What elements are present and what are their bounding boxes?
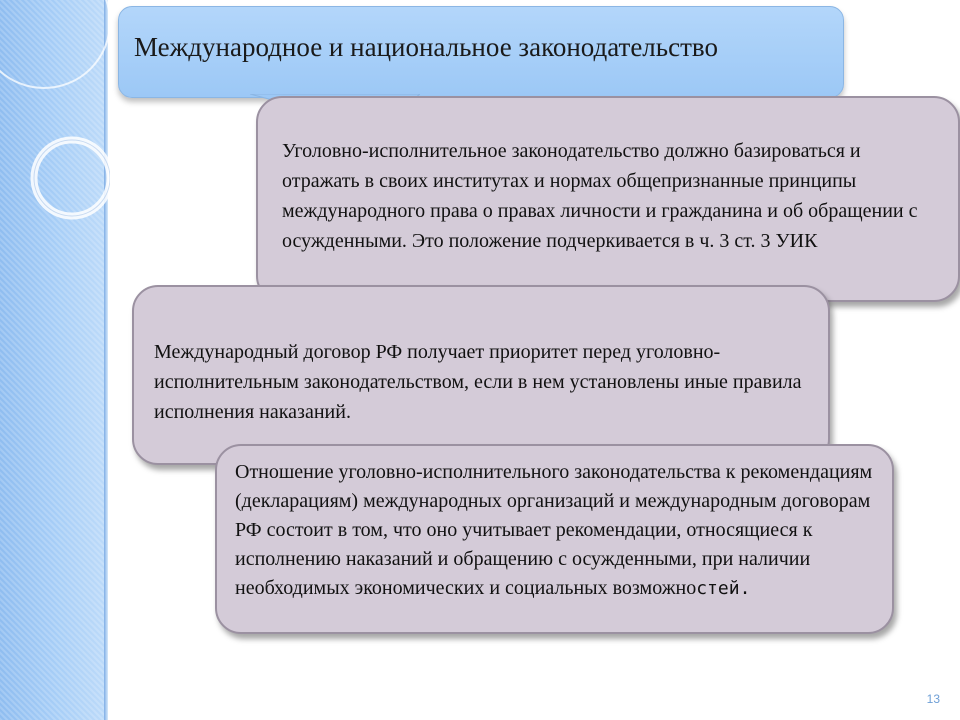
card-1-text: Уголовно-исполнительное законодательство должно базироваться и отражать в своих институтах и нормах общепризнанные принципы международного права о правах личности и гражданина и об обращении с осужденными. Это положение подчеркивается в ч. 3 ст. 3 УИК	[282, 140, 918, 252]
decorative-rings	[0, 0, 110, 260]
text-card-2	[132, 285, 830, 465]
slide-title: Международное и национальное законодательство	[134, 32, 718, 62]
page-number: 13	[926, 692, 940, 706]
card-3-text: Отношение уголовно-исполнительного законодательства к рекомендациям (декларациям) международных организаций и международным договорам РФ состоит в том, что оно учитывает рекомендации, относящиеся к исполнению наказаний и обращению с осужденными, при наличии необходимых экономических и социальных возможно	[235, 461, 873, 599]
text-card-1	[256, 96, 960, 302]
card-3-text-tail: стей.	[696, 578, 751, 599]
card-2-text: Международный договор РФ получает приоритет перед уголовно-исполнительным законодательством, если в нем установлены иные правила исполнения наказаний.	[154, 341, 802, 423]
text-card-3	[215, 444, 894, 634]
